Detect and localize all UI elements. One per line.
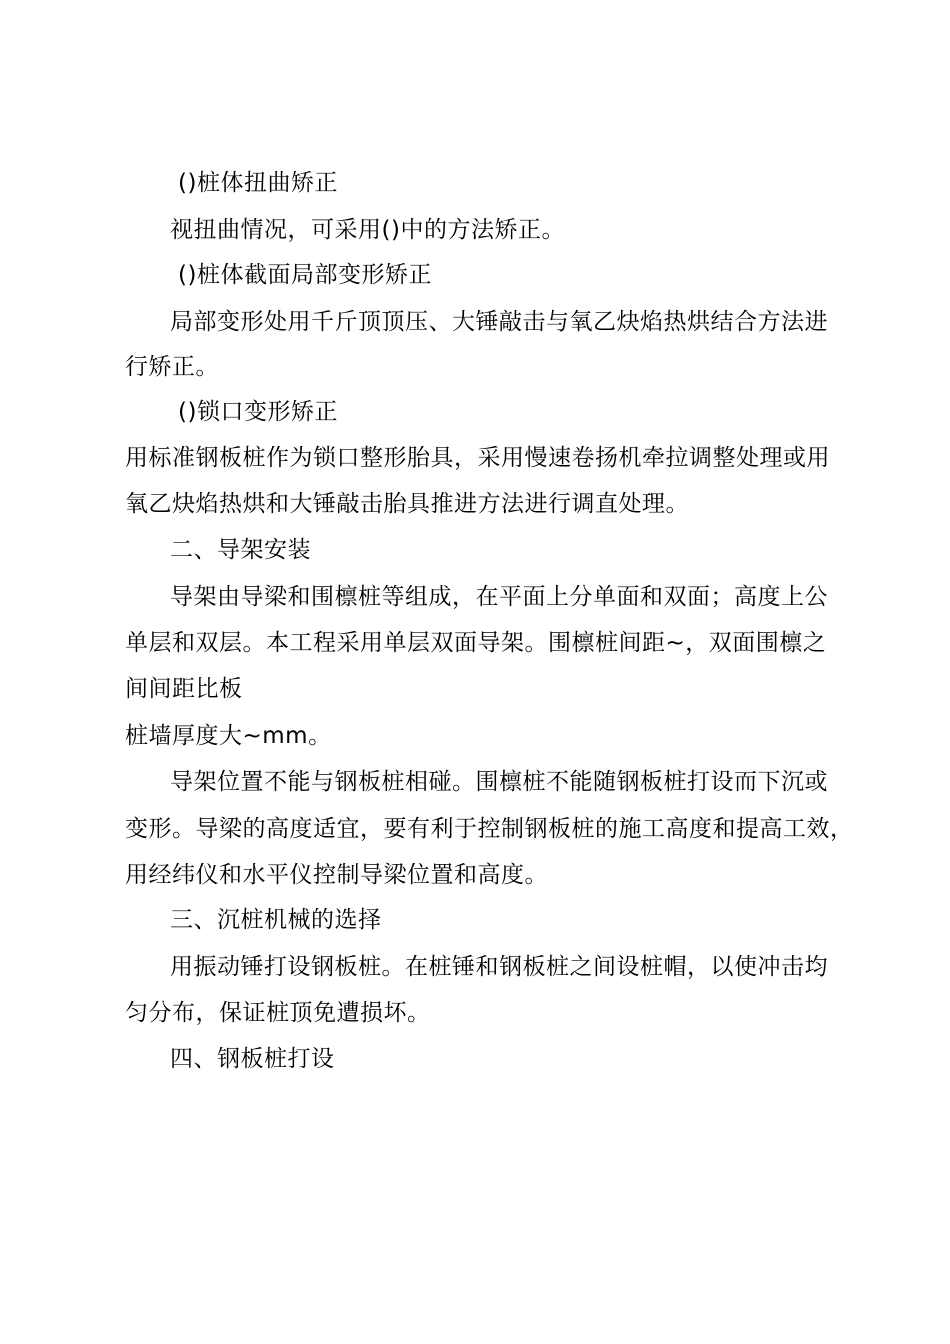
subheading-lock-deformation: ()锁口变形矫正 [178,399,338,425]
paragraph-line: 视扭曲情况，可采用()中的方法矫正。 [170,217,565,243]
subheading-pile-torsion: ()桩体扭曲矫正 [178,170,338,196]
subheading-section-deformation: ()桩体截面局部变形矫正 [178,262,432,288]
paragraph-line: 用振动锤打设钢板桩。在桩锤和钢板桩之间设桩帽，以使冲击均 [170,954,828,980]
paragraph-line: 间间距比板 [125,676,243,702]
paragraph-line: 桩墙厚度大~mm。 [125,723,332,749]
paragraph-line: 用标准钢板桩作为锁口整形胎具，采用慢速卷扬机牵拉调整处理或用 [125,445,830,471]
paragraph-line: 匀分布，保证桩顶免遭损坏。 [125,1000,431,1026]
paragraph-line: 行矫正。 [125,354,219,380]
paragraph-line: 导架位置不能与钢板桩相碰。围檩桩不能随钢板桩打设而下沉或 [170,769,828,795]
paragraph-line: 氧乙炔焰热烘和大锤敲击胎具推进方法进行调直处理。 [125,491,689,517]
paragraph-line: 单层和双层。本工程采用单层双面导架。围檩桩间距~，双面围檩之 [125,630,827,656]
paragraph-line: 用经纬仪和水平仪控制导梁位置和高度。 [125,862,548,888]
paragraph-line: 导架由导梁和围檩桩等组成，在平面上分单面和双面；高度上公 [170,584,828,610]
section-heading-pile-machinery: 三、沉桩机械的选择 [170,907,382,933]
paragraph-line: 局部变形处用千斤顶顶压、大锤敲击与氧乙炔焰热烘结合方法进 [170,309,828,335]
paragraph-line: 变形。导梁的高度适宜，要有利于控制钢板桩的施工高度和提高工效， [125,816,854,842]
section-heading-pile-driving: 四、钢板桩打设 [170,1046,335,1072]
section-heading-guide-frame: 二、导架安装 [170,537,311,563]
